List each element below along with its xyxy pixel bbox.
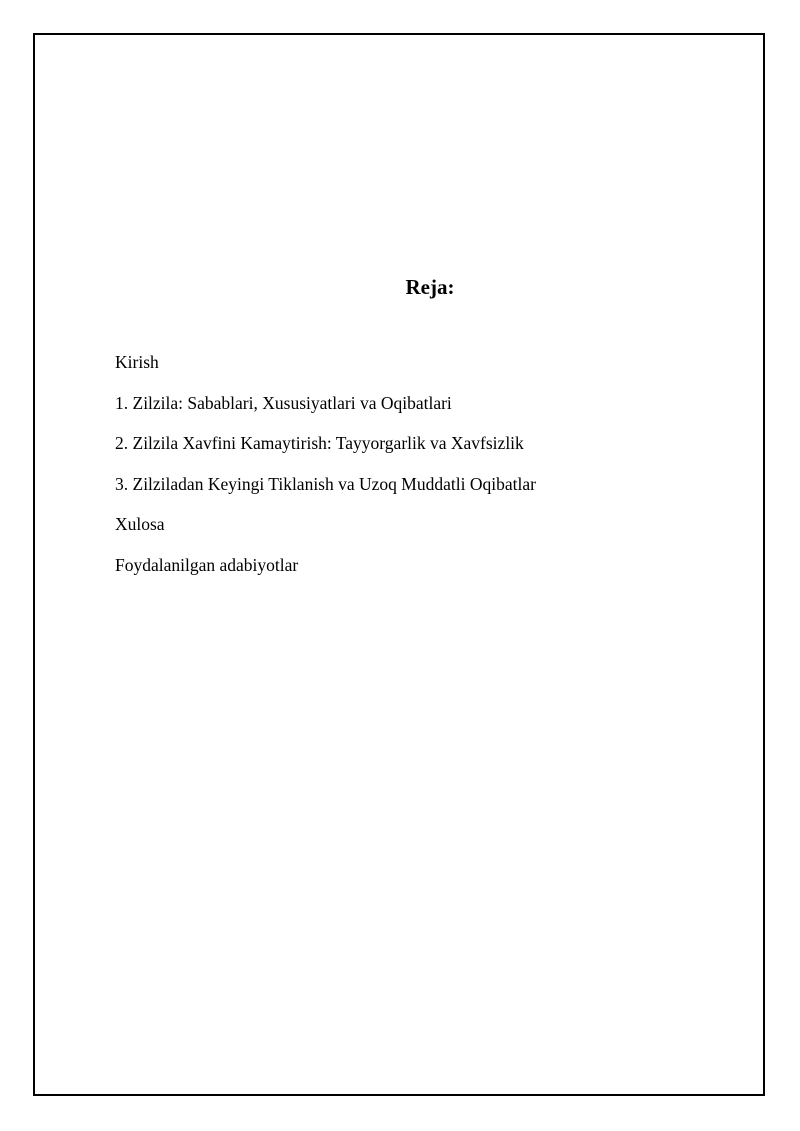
- toc-item-adabiyotlar: Foydalanilgan adabiyotlar: [115, 554, 299, 575]
- page-title: Reja:: [405, 275, 455, 299]
- toc-item-kirish: Kirish: [115, 352, 159, 372]
- toc-item-xulosa: Xulosa: [115, 514, 165, 534]
- toc-item-2: 2. Zilzila Xavfini Kamaytirish: Tayyorgarlik va Xavfsizlik: [115, 433, 524, 453]
- table-of-contents: [115, 350, 536, 593]
- toc-item-3: 3. Zilziladan Keyingi Tiklanish va Uzoq Muddatli Oqibatlar: [115, 473, 536, 494]
- toc-item-1: 1. Zilzila: Sabablari, Xususiyatlari va Oqibatlari: [115, 392, 452, 413]
